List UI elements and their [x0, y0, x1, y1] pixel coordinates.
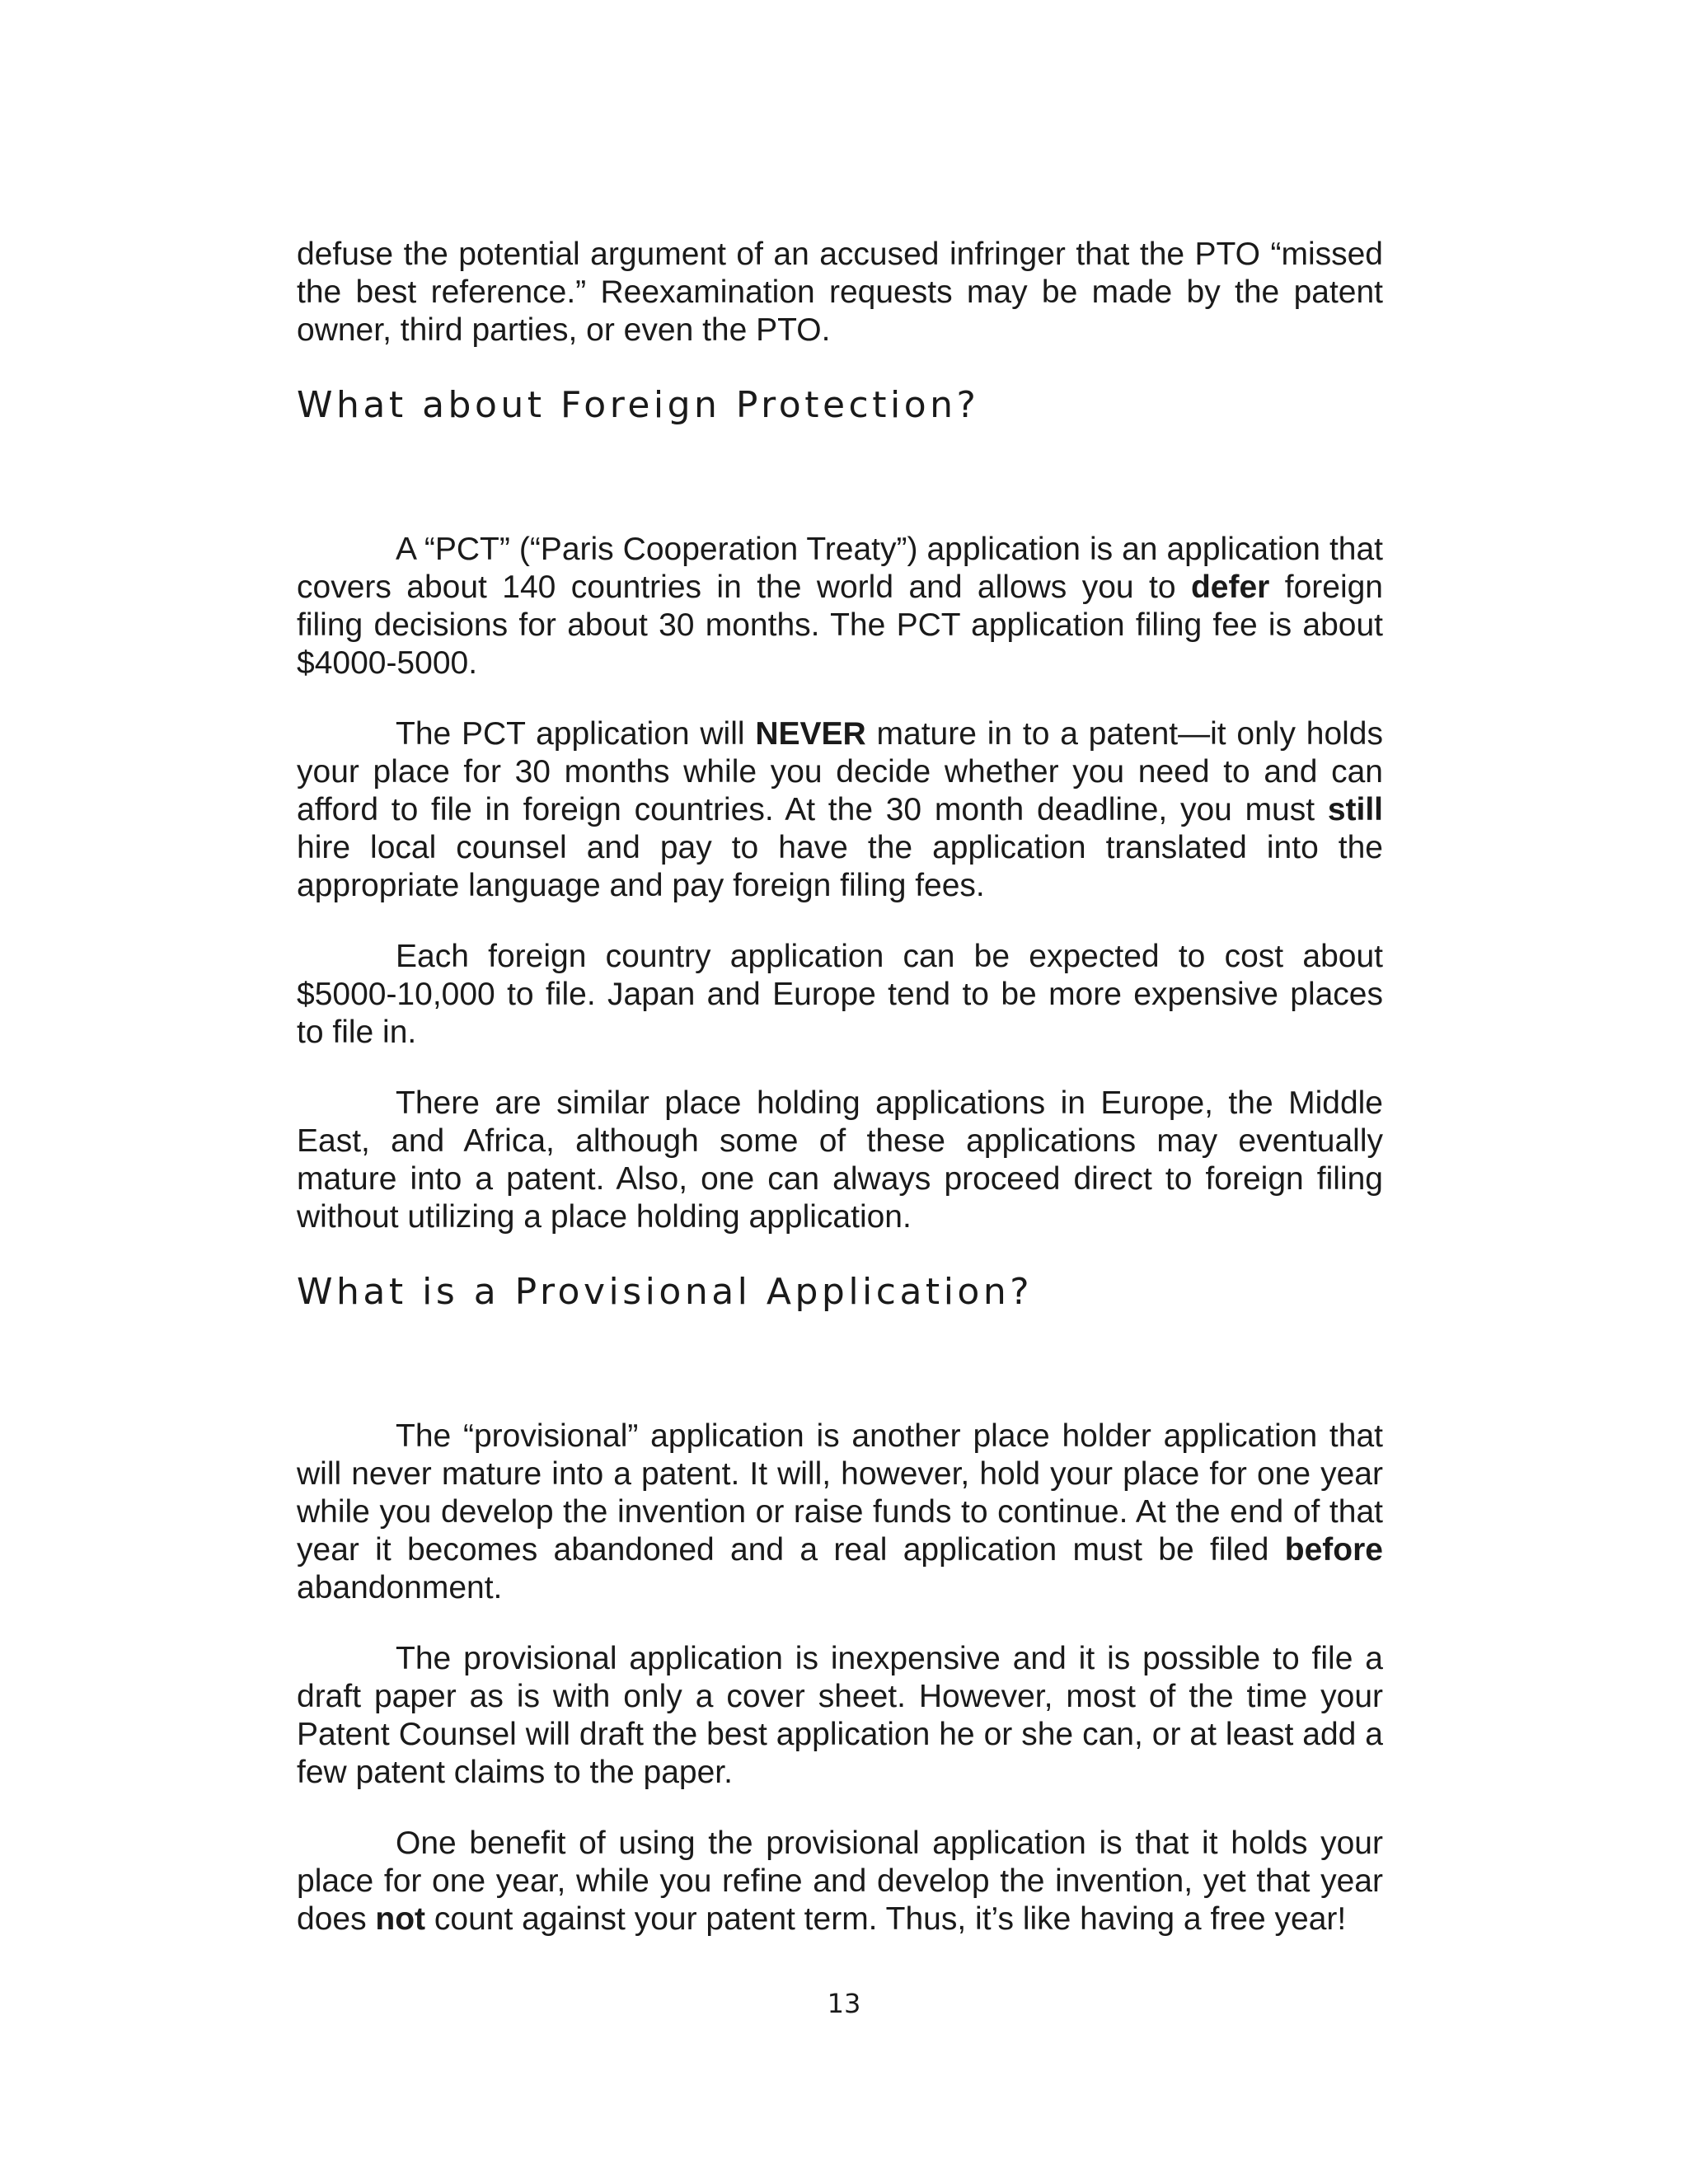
paragraph-pct-never	[297, 715, 1383, 905]
bold-text: still	[1327, 792, 1383, 827]
paragraph-provisional-benefit	[297, 1825, 1383, 1938]
paragraph-foreign-cost: Each foreign country application can be expected to cost about $5000-10,000 to file. Japan and Europe tend to be more expensive places to file in.	[297, 939, 1383, 1050]
bold-text: before	[1284, 1532, 1383, 1568]
paragraph-reexamination: defuse the potential argument of an accused infringer that the PTO “missed the best reference.” Reexamination requests may be made by the patent owner, third parties, or even the PTO.	[297, 237, 1383, 348]
text-run: The “provisional” application is another place holder application that will never mature into a patent. It will, however, hold your place for one year while you develop the invention or raise funds to continue. At the end of that year it becomes abandoned and a real application must be filed	[297, 1418, 1383, 1568]
paragraph-provisional-cost: The provisional application is inexpensive and it is possible to file a draft paper as is with only a cover sheet. However, most of the time your Patent Counsel will draft the best application he or she can, or at least add a few patent claims to the paper.	[297, 1641, 1383, 1790]
page-content	[297, 236, 1383, 1971]
text-run: mature in to a patent—it only holds your place for 30 months while you decide whether you need to and can afford to file in foreign countries. At the 30 month deadline, you must	[297, 716, 1383, 827]
heading-foreign-protection: What about Foreign Protection?	[297, 384, 980, 426]
text-run: count against your patent term. Thus, it’s like having a free year!	[425, 1901, 1347, 1937]
bold-text: not	[375, 1901, 426, 1937]
text-run: hire local counsel and pay to have the application translated into the appropriate language and pay foreign filing fees.	[297, 830, 1383, 903]
text-run: foreign filing decisions for about 30 months. The PCT application filing fee is about $4000-5000.	[297, 569, 1383, 681]
bold-text: defer	[1190, 569, 1270, 605]
text-run: The PCT application will	[396, 716, 756, 752]
paragraph-place-holding: There are similar place holding applications in Europe, the Middle East, and Africa, although some of these applications may eventually mature into a patent. Also, one can always proceed direct to foreign filing without utilizing a place holding application.	[297, 1085, 1383, 1235]
bold-text: NEVER	[755, 716, 866, 752]
paragraph-provisional-intro	[297, 1418, 1383, 1607]
page-number: 13	[827, 1988, 861, 2019]
heading-provisional-application: What is a Provisional Application?	[297, 1271, 1034, 1313]
text-run: One benefit of using the provisional application is that it holds your place for one year, while you refine and develop the invention, yet that year does	[297, 1825, 1383, 1937]
paragraph-pct-intro	[297, 531, 1383, 682]
text-run: abandonment.	[297, 1570, 503, 1605]
text-run: A “PCT” (“Paris Cooperation Treaty”) application is an application that covers about 140 countries in the world and allows you to	[297, 532, 1383, 605]
